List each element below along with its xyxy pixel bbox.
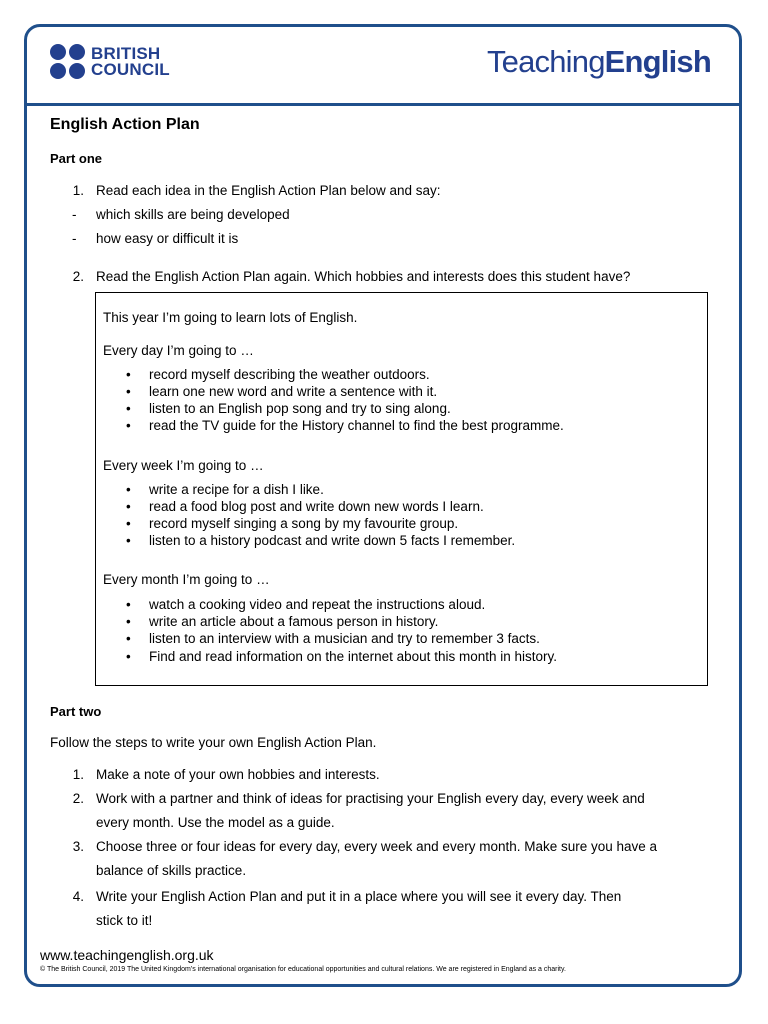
- bullet: •: [126, 597, 131, 612]
- header-divider: [24, 103, 742, 106]
- action-plan-box: [95, 292, 708, 686]
- step-3-number: 3.: [72, 839, 84, 854]
- bullet: •: [126, 401, 131, 416]
- bullet: •: [126, 533, 131, 548]
- week-item: record myself singing a song by my favourite group.: [149, 516, 459, 531]
- part-one-heading: Part one: [50, 151, 103, 166]
- month-item: Find and read information on the internet about this month in history.: [149, 649, 557, 664]
- week-item: write a recipe for a dish I like.: [149, 482, 324, 497]
- step-2-text-line-2: every month. Use the model as a guide.: [96, 815, 335, 830]
- day-item: learn one new word and write a sentence with it.: [149, 384, 438, 399]
- document-title: English Action Plan: [50, 116, 200, 133]
- step-4-text-line-1: Write your English Action Plan and put it in a place where you will see it every day. Then: [96, 889, 622, 904]
- teaching-english-logo: [487, 44, 711, 80]
- every-day-heading: Every day I’m going to …: [103, 343, 254, 358]
- bullet: •: [126, 482, 131, 497]
- part-two-intro: Follow the steps to write your own English Action Plan.: [50, 735, 377, 750]
- british-council-wordmark: BRITISH COUNCIL: [91, 44, 170, 79]
- step-4-text-line-2: stick to it!: [96, 913, 153, 928]
- plan-intro: This year I’m going to learn lots of English.: [103, 310, 358, 325]
- part-one-dash-2-text: how easy or difficult it is: [96, 231, 239, 246]
- part-one-item-1-text: Read each idea in the English Action Plan below and say:: [96, 183, 441, 198]
- british-council-logo: [50, 43, 170, 81]
- bullet: •: [126, 516, 131, 531]
- bullet: •: [126, 614, 131, 629]
- part-two-heading: Part two: [50, 704, 102, 719]
- week-item: read a food blog post and write down new words I learn.: [149, 499, 484, 514]
- every-week-heading: Every week I’m going to …: [103, 458, 264, 473]
- step-1-number: 1.: [72, 767, 84, 782]
- bullet: •: [126, 649, 131, 664]
- month-item: write an article about a famous person in history.: [149, 614, 439, 629]
- step-2-number: 2.: [72, 791, 84, 806]
- week-item: listen to a history podcast and write down 5 facts I remember.: [149, 533, 516, 548]
- day-item: listen to an English pop song and try to sing along.: [149, 401, 451, 416]
- step-2-text-line-1: Work with a partner and think of ideas for practising your English every day, every week and: [96, 791, 645, 806]
- bullet: •: [126, 499, 131, 514]
- british-council-dots-icon: [50, 44, 86, 80]
- step-4-number: 4.: [72, 889, 84, 904]
- day-item: record myself describing the weather outdoors.: [149, 367, 430, 382]
- bullet: •: [126, 631, 131, 646]
- step-3-text-line-1: Choose three or four ideas for every day, every week and every month. Make sure you have a: [96, 839, 658, 854]
- part-one-item-2-text: Read the English Action Plan again. Which hobbies and interests does this student have?: [96, 269, 631, 284]
- month-item: watch a cooking video and repeat the instructions aloud.: [149, 597, 486, 612]
- part-one-item-2-number: 2.: [72, 269, 84, 284]
- step-3-text-line-2: balance of skills practice.: [96, 863, 247, 878]
- day-item: read the TV guide for the History channel to find the best programme.: [149, 418, 564, 433]
- bullet: •: [126, 384, 131, 399]
- part-one-dash-1-text: which skills are being developed: [96, 207, 290, 222]
- bullet: •: [126, 367, 131, 382]
- part-one-item-1-number: 1.: [72, 183, 84, 198]
- month-item: listen to an interview with a musician and try to remember 3 facts.: [149, 631, 540, 646]
- footer-copyright: © The British Council, 2019 The United Kingdom’s international organisation for educational opportunities and cultural relations. We are registered in England as a charity.: [40, 966, 566, 973]
- part-one-dash-2: -: [72, 231, 77, 246]
- teaching-english-logo-bold: English: [604, 44, 711, 79]
- footer-url[interactable]: www.teachingenglish.org.uk: [40, 947, 214, 963]
- part-one-dash-1: -: [72, 207, 77, 222]
- every-month-heading: Every month I’m going to …: [103, 572, 270, 587]
- teaching-english-logo-regular: Teaching: [486, 44, 605, 79]
- step-1-text: Make a note of your own hobbies and interests.: [96, 767, 380, 782]
- bullet: •: [126, 418, 131, 433]
